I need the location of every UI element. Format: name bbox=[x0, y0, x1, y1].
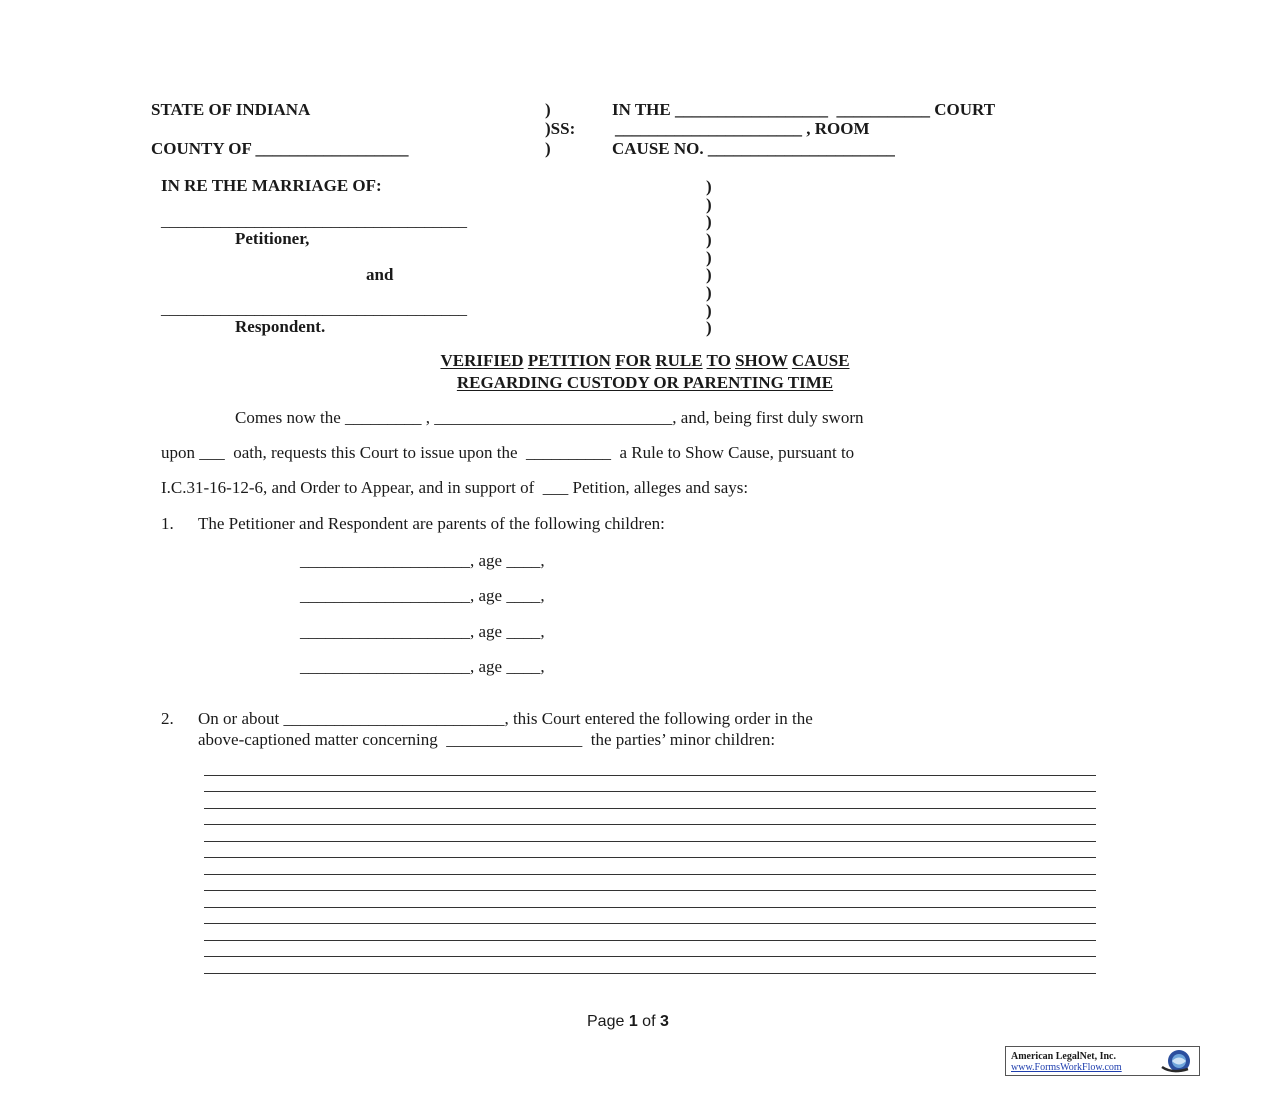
parties-paren: ) bbox=[706, 248, 712, 267]
page-word: Page bbox=[587, 1013, 629, 1030]
order-blank-line bbox=[204, 923, 1096, 924]
order-blank-line bbox=[204, 841, 1096, 842]
court-line: IN THE __________________ ___________ COURT bbox=[612, 100, 996, 119]
parties-paren: ) bbox=[706, 301, 712, 320]
child-line: ____________________, age ____, bbox=[300, 551, 545, 570]
page-total: 3 bbox=[659, 1013, 669, 1030]
page-current: 1 bbox=[628, 1013, 638, 1030]
title-word: CAUSE bbox=[791, 351, 850, 370]
globe-icon bbox=[1158, 1048, 1196, 1074]
item-1-number: 1. bbox=[161, 514, 174, 533]
order-blank-line bbox=[204, 973, 1096, 974]
county-label: COUNTY OF __________________ bbox=[151, 139, 409, 158]
parties-paren: ) bbox=[706, 265, 712, 284]
vendor-name: American LegalNet, Inc. bbox=[1011, 1051, 1116, 1062]
parties-paren: ) bbox=[706, 212, 712, 231]
item-2-line-1: On or about __________________________, this Court entered the following order in the bbox=[198, 709, 813, 728]
intro-line-2: upon ___ oath, requests this Court to issue upon the __________ a Rule to Show Cause, pursuant to bbox=[161, 443, 855, 462]
order-blank-line bbox=[204, 940, 1096, 941]
title-line-2-text: REGARDING CUSTODY OR PARENTING TIME bbox=[456, 373, 834, 392]
room-line: ______________________ , ROOM bbox=[615, 119, 870, 138]
order-blank-line bbox=[204, 907, 1096, 908]
parties-paren: ) bbox=[706, 195, 712, 214]
title-word: RULE bbox=[655, 351, 703, 370]
title-word: PETITION bbox=[527, 351, 611, 370]
order-blank-line bbox=[204, 775, 1096, 776]
item-2-line-2: above-captioned matter concerning ________________ the parties’ minor children: bbox=[198, 730, 776, 749]
in-re-marriage-label: IN RE THE MARRIAGE OF: bbox=[161, 176, 382, 195]
order-blank-line bbox=[204, 857, 1096, 858]
order-blank-line bbox=[204, 791, 1096, 792]
child-line: ____________________, age ____, bbox=[300, 622, 545, 641]
parties-paren: ) bbox=[706, 230, 712, 249]
caption-ss: )SS: bbox=[545, 119, 576, 138]
petitioner-name-blank: ____________________________________ bbox=[161, 211, 467, 230]
parties-paren: ) bbox=[706, 177, 712, 196]
child-line: ____________________, age ____, bbox=[300, 657, 545, 676]
order-blank-line bbox=[204, 890, 1096, 891]
respondent-label: Respondent. bbox=[235, 317, 326, 336]
document-title-line-1 bbox=[0, 352, 1275, 369]
order-blank-line bbox=[204, 956, 1096, 957]
intro-line-3: I.C.31-16-12-6, and Order to Appear, and in support of ___ Petition, alleges and says: bbox=[161, 478, 749, 497]
item-1-text: The Petitioner and Respondent are parents of the following children: bbox=[198, 514, 665, 533]
title-word: TO bbox=[706, 351, 731, 370]
intro-line-1: Comes now the _________ , ____________________________, and, being first duly sworn bbox=[235, 408, 864, 427]
and-label: and bbox=[366, 265, 394, 284]
item-2-number: 2. bbox=[161, 709, 174, 728]
title-word: SHOW bbox=[735, 351, 788, 370]
title-word: VERIFIED bbox=[440, 351, 524, 370]
caption-paren-1: ) bbox=[545, 100, 551, 119]
document-title-line-2 bbox=[0, 374, 1275, 391]
cause-number-line: CAUSE NO. ______________________ bbox=[612, 139, 895, 158]
parties-paren: ) bbox=[706, 318, 712, 337]
respondent-name-blank: ____________________________________ bbox=[161, 299, 467, 318]
state-label: STATE OF INDIANA bbox=[151, 100, 311, 119]
order-blank-line bbox=[204, 824, 1096, 825]
parties-paren: ) bbox=[706, 283, 712, 302]
caption-paren-3: ) bbox=[545, 139, 551, 158]
vendor-logo-box bbox=[1005, 1046, 1200, 1076]
child-line: ____________________, age ____, bbox=[300, 586, 545, 605]
title-word: FOR bbox=[615, 351, 652, 370]
page-number bbox=[587, 1014, 669, 1030]
vendor-url-link[interactable]: www.FormsWorkFlow.com bbox=[1011, 1062, 1122, 1073]
petitioner-label: Petitioner, bbox=[235, 229, 310, 248]
order-blank-line bbox=[204, 808, 1096, 809]
page-of-word: of bbox=[637, 1013, 660, 1030]
order-blank-line bbox=[204, 874, 1096, 875]
